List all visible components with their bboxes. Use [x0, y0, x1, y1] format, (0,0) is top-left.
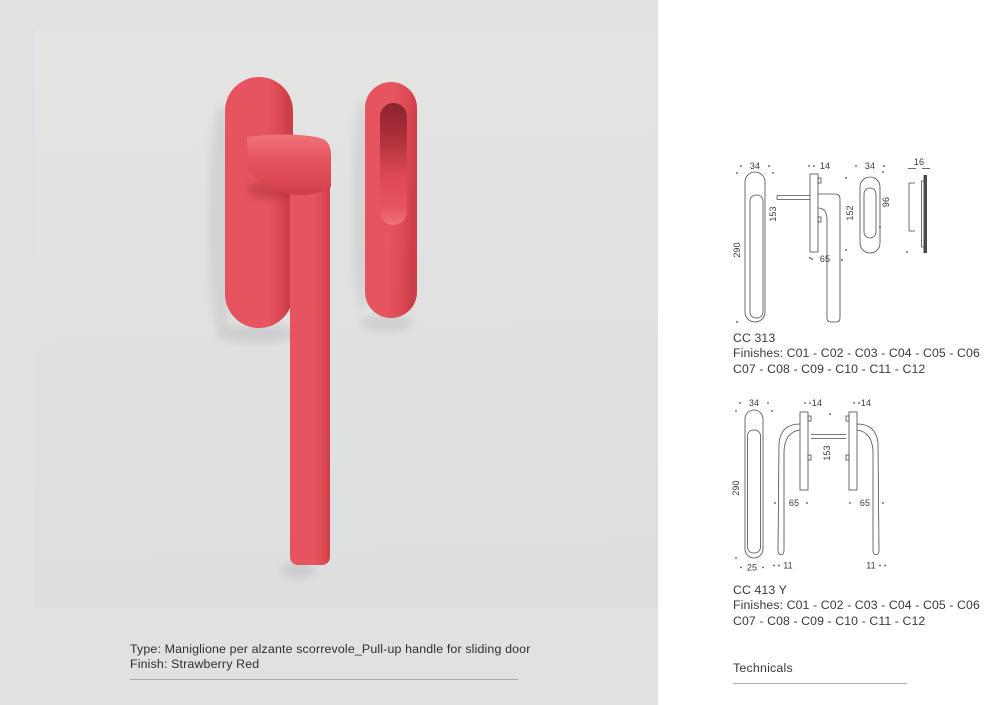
dim-front-height-label: 290	[732, 242, 742, 258]
finishes-line-2: C07 - C08 - C09 - C10 - C11 - C12	[733, 361, 926, 376]
dim-lever-depth-right-label: 65	[859, 498, 871, 508]
product-code: CC 413 Y	[733, 583, 787, 597]
handle-lever-bar	[290, 150, 330, 565]
dim-plate-width-label: 14	[819, 161, 831, 171]
finishes-line-2: C07 - C08 - C09 - C10 - C11 - C12	[733, 613, 926, 628]
technicals-section	[733, 661, 907, 684]
cc413y-front-view	[731, 398, 773, 573]
dim-lever-depth-left-label: 65	[788, 498, 800, 508]
cc313-flush-pull-side	[906, 157, 930, 253]
technicals-label: Technicals	[733, 661, 793, 675]
caption-divider	[130, 679, 518, 680]
product-photo	[35, 30, 658, 608]
technicals-divider	[733, 683, 907, 684]
cc313-info	[733, 331, 983, 377]
flush-pull-render	[365, 82, 417, 318]
pull-up-handle-render	[225, 77, 331, 565]
dim-bottom-left-label: 11	[783, 560, 793, 571]
dim-front-height-label: 290	[731, 480, 741, 496]
handle-backplate	[225, 77, 293, 328]
dim-front-bottom-label: 25	[746, 562, 758, 573]
product-photo-panel	[35, 30, 658, 608]
product-caption	[130, 642, 560, 680]
dim-slot-height-label: 96	[881, 196, 891, 208]
dim-bottom-right-label: 11	[866, 560, 876, 571]
dim-front-width-label: 34	[749, 161, 761, 171]
cc413y-info	[733, 583, 983, 629]
dim-pull-width-label: 34	[864, 161, 876, 171]
finishes-line-1: Finishes: C01 - C02 - C03 - C04 - C05 - C06	[733, 598, 980, 613]
product-code: CC 313	[733, 331, 776, 345]
dim-plate-width-left-label: 14	[811, 398, 823, 408]
product-finish-text: Finish: Strawberry Red	[130, 656, 260, 671]
cc313-side-view	[768, 161, 843, 322]
flush-pull-recess	[380, 103, 407, 225]
finishes-line-1: Finishes: C01 - C02 - C03 - C04 - C05 - C06	[733, 346, 980, 361]
dim-pull-height-label: 152	[845, 205, 855, 221]
dim-plate-width-right-label: 14	[860, 398, 872, 408]
dim-lever-depth-label: 65	[819, 254, 831, 264]
cc413y-plates-assembly	[773, 398, 886, 571]
cc413y-technical-drawing	[728, 398, 968, 580]
product-type-text: Type: Maniglione per alzante scorrevole_Pull-up handle for sliding door	[130, 642, 531, 656]
dim-plate-height-label: 153	[768, 206, 778, 222]
cc313-front-view	[732, 161, 774, 323]
cc313-technical-drawing	[728, 150, 968, 340]
dim-spindle-height-label: 153	[822, 445, 832, 461]
dim-pull-depth-label: 16	[913, 157, 925, 167]
cc313-flush-pull-front	[845, 161, 891, 253]
dim-front-width-label: 34	[748, 398, 760, 408]
